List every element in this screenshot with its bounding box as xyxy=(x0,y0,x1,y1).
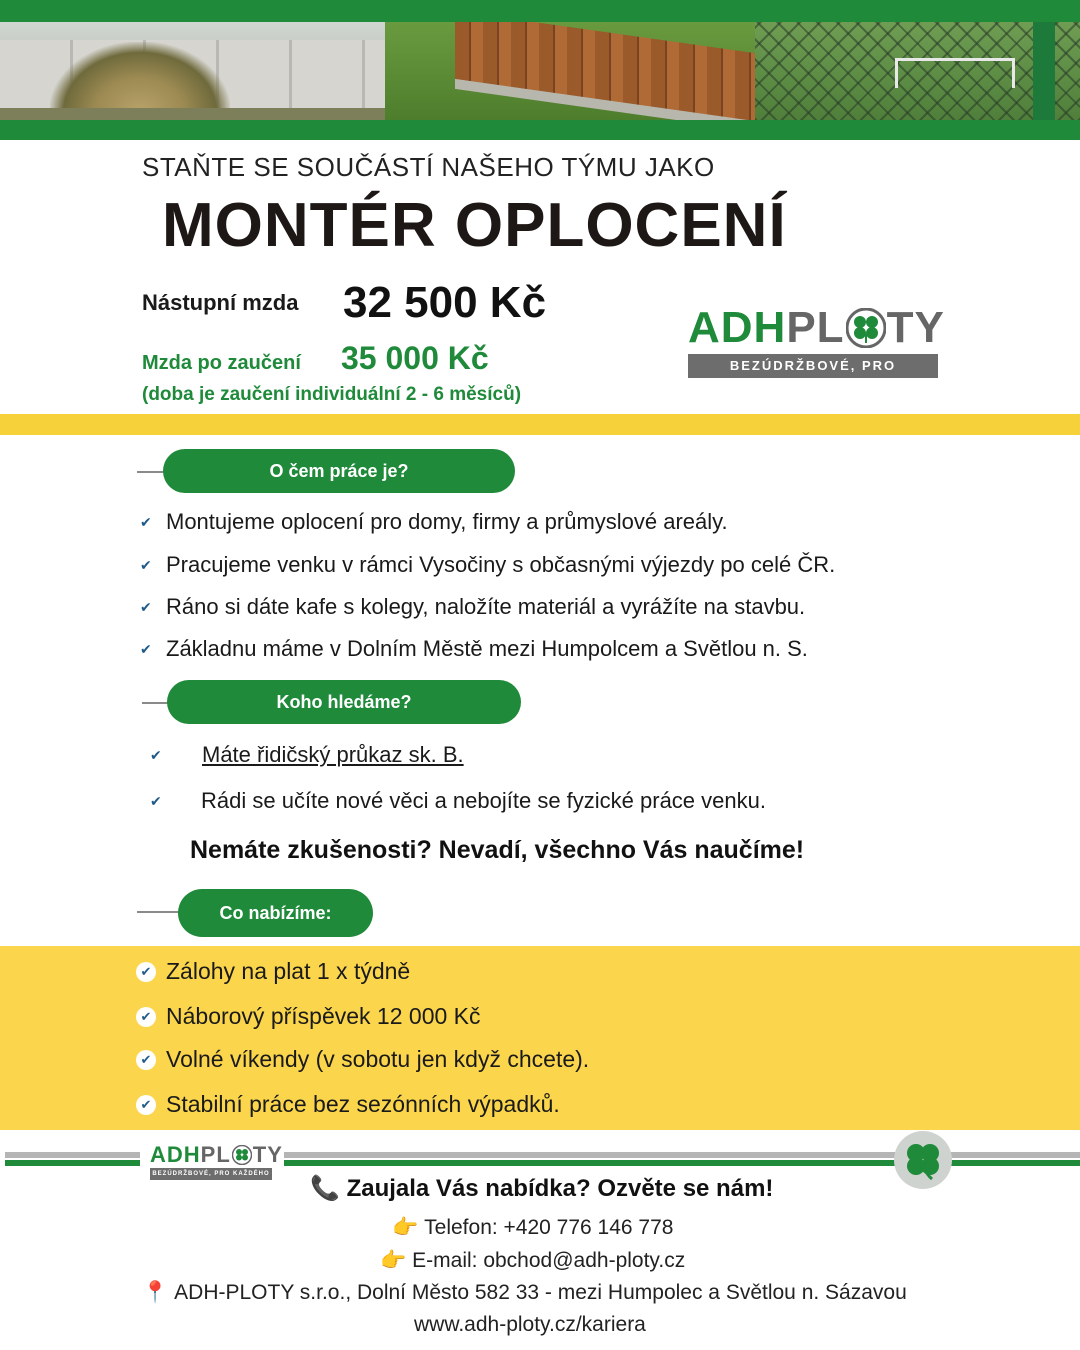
logo-adh-text: ADH xyxy=(688,303,787,352)
check-icon: ✔ xyxy=(136,1007,156,1027)
clover-badge xyxy=(894,1131,952,1189)
yellow-divider-band xyxy=(0,414,1080,435)
photo-wooden-fence xyxy=(385,22,755,120)
pointing-hand-icon: 👉 xyxy=(392,1216,419,1239)
starting-pay-label: Nástupní mzda xyxy=(142,290,299,315)
footer-divider-green xyxy=(284,1160,1080,1166)
logo-ploty-text: PL xyxy=(200,1142,231,1167)
website-link[interactable]: www.adh-ploty.cz/kariera xyxy=(414,1313,646,1336)
list-item: ✔ Volné víkendy (v sobotu jen když chcete). xyxy=(136,1046,589,1073)
job-title: MONTÉR OPLOCENÍ xyxy=(162,191,787,260)
list-item: ✔ Ráno si dáte kafe s kolegy, naložíte materiál a vyrážíte na stavbu. xyxy=(140,594,806,619)
list-item: ✔ Pracujeme venku v rámci Vysočiny s občasnými výjezdy po celé ČR. xyxy=(140,552,836,577)
logo-tagline: BEZÚDRŽBOVÉ, PRO KAŽDÉHO xyxy=(688,354,938,378)
footer-logo xyxy=(150,1144,283,1180)
top-green-stripe xyxy=(0,0,1080,22)
check-icon: ✔ xyxy=(136,1095,156,1115)
trained-pay-label: Mzda po zaučení xyxy=(142,352,301,374)
logo-adh-text: ADH xyxy=(150,1142,201,1167)
footer-divider-green xyxy=(5,1160,140,1166)
header-photo-strip xyxy=(0,22,1080,120)
contact-phone[interactable]: 👉 Telefon: +420 776 146 778 xyxy=(392,1216,674,1239)
list-item: ✔ Stabilní práce bez sezónních výpadků. xyxy=(136,1091,560,1118)
photo-concrete-fence xyxy=(0,22,385,120)
check-icon: ✔ xyxy=(140,513,152,530)
section-connector-line xyxy=(137,911,182,913)
section-heading-offer: Co nabízíme: xyxy=(178,889,373,937)
check-icon: ✔ xyxy=(150,746,162,763)
kicker-text: STAŇTE SE SOUČÁSTÍ NAŠEHO TÝMU JAKO xyxy=(142,152,715,182)
check-icon: ✔ xyxy=(140,640,152,657)
list-item: ✔ Náborový příspěvek 12 000 Kč xyxy=(136,1003,481,1030)
starting-pay-value: 32 500 Kč xyxy=(343,278,547,327)
footer-divider-gray xyxy=(5,1152,140,1158)
logo-ploty-end-text: TY xyxy=(252,1142,283,1167)
trained-pay-value: 35 000 Kč xyxy=(341,340,489,376)
company-logo xyxy=(688,303,945,397)
slogan-text: Nemáte zkušenosti? Nevadí, všechno Vás naučíme! xyxy=(190,836,805,864)
call-to-action: 📞 Zaujala Vás nabídka? Ozvěte se nám! xyxy=(310,1175,774,1202)
clover-icon xyxy=(232,1145,252,1165)
footer-divider-gray xyxy=(284,1152,1080,1158)
logo-ploty-text: PL xyxy=(786,303,845,352)
section-heading-wanted: Koho hledáme? xyxy=(167,680,521,724)
header-green-band xyxy=(0,120,1080,140)
contact-email[interactable]: 👉 E-mail: obchod@adh-ploty.cz xyxy=(380,1249,686,1272)
list-item: ✔ Zálohy na plat 1 x týdně xyxy=(136,958,410,985)
list-item: ✔ Máte řidičský průkaz sk. B. xyxy=(150,742,464,767)
check-icon: ✔ xyxy=(150,792,162,809)
list-item: ✔ Základnu máme v Dolním Městě mezi Humpolcem a Světlou n. S. xyxy=(140,636,808,661)
contact-address: 📍 ADH-PLOTY s.r.o., Dolní Město 582 33 - mezi Humpolec a Světlou n. Sázavou xyxy=(142,1281,907,1304)
phone-icon: 📞 xyxy=(310,1175,340,1202)
location-pin-icon: 📍 xyxy=(142,1281,169,1304)
clover-icon xyxy=(846,308,886,348)
list-item: ✔ Montujeme oplocení pro domy, firmy a průmyslové areály. xyxy=(140,509,728,534)
clover-icon xyxy=(894,1131,952,1189)
logo-ploty-end-text: TY xyxy=(886,303,945,352)
photo-mesh-fence xyxy=(755,22,1080,120)
training-note: (doba je zaučení individuální 2 - 6 měsíců) xyxy=(142,384,522,405)
check-icon: ✔ xyxy=(136,962,156,982)
check-icon: ✔ xyxy=(136,1050,156,1070)
check-icon: ✔ xyxy=(140,598,152,615)
check-icon: ✔ xyxy=(140,556,152,573)
logo-tagline: BEZÚDRŽBOVÉ, PRO KAŽDÉHO xyxy=(150,1168,272,1180)
section-heading-about: O čem práce je? xyxy=(163,449,515,493)
pointing-hand-icon: 👉 xyxy=(380,1249,407,1272)
list-item: ✔ Rádi se učíte nové věci a nebojíte se fyzické práce venku. xyxy=(150,788,766,813)
